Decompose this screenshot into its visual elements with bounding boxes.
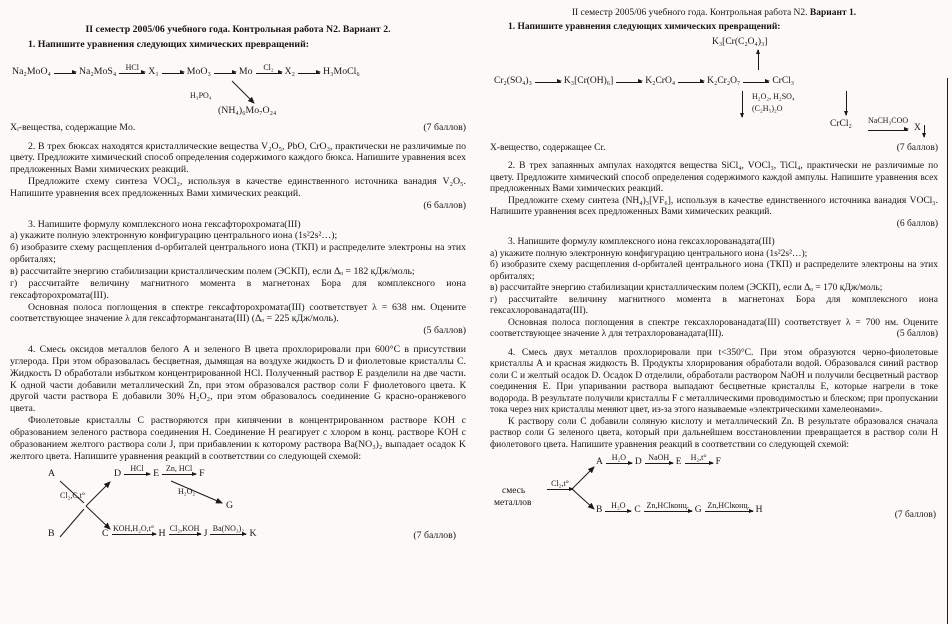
q2-paragraph-2: Предложите схему синтеза (NH₄)₃[VF₆], используя в качестве единственного источника ванадия VOCl₃. Напишите уравнения всех предложенных Вами химических реакций. — [490, 195, 938, 218]
q4-bottom-chain — [596, 502, 762, 516]
arrow-shaft — [606, 463, 632, 464]
reagent-label: H₃PO₄ — [190, 90, 212, 100]
chem-node: B — [596, 505, 603, 516]
arrow-shaft — [535, 82, 561, 83]
arrow-shaft — [54, 73, 76, 74]
reaction-arrow — [645, 454, 673, 468]
chem-node: X₂ — [284, 66, 295, 78]
chem-node: C — [102, 528, 109, 540]
chem-node: H₃MoCl₆ — [323, 66, 360, 78]
q1-reaction-scheme — [490, 37, 938, 141]
q1-chain — [12, 64, 360, 78]
q4-reaction-scheme — [490, 454, 938, 538]
chem-node: Mo — [238, 66, 253, 78]
q1-chain — [494, 73, 794, 87]
q3-item-a: а) укажите полную электронную конфигурацию центрального иона (1s²2s²…); — [10, 230, 338, 242]
reaction-arrow — [256, 64, 282, 78]
page-title — [490, 8, 938, 19]
up-arrow — [758, 50, 759, 70]
chem-node: K₃[Cr(C₂O₄)₃] — [712, 36, 768, 47]
reaction-arrow — [119, 64, 145, 78]
arrow-shaft — [256, 73, 282, 74]
reagent-label: Cl₂,C,t° — [60, 491, 86, 501]
points-label: (7 баллов) — [423, 121, 466, 133]
chem-node: G — [694, 505, 702, 516]
arrow-shaft — [644, 511, 692, 512]
reagent-label: Zn, HCl — [165, 464, 193, 474]
mixture-label: металлов — [494, 498, 532, 509]
chem-node: H — [158, 528, 166, 540]
arrow-shaft — [705, 511, 753, 512]
reaction-arrow — [112, 525, 156, 539]
chem-node: Na₂MoO₄ — [12, 66, 51, 78]
reagent-label: Cl₂ — [263, 62, 274, 72]
points-label: (6 баллов) — [896, 218, 938, 229]
page-title: II семестр 2005/06 учебного года. Контрольная работа N2. Вариант 2. — [85, 24, 391, 35]
arrow-shaft — [605, 511, 631, 512]
precipitate-arrow — [924, 125, 925, 137]
q3-item-c: в) рассчитайте энергию стабилизации кристаллическим полем (ЭСКП), если Δₒ = 182 кДж/моль; — [10, 265, 415, 277]
arrow-shaft — [119, 73, 145, 74]
chem-node: F — [199, 468, 205, 480]
arrow-shaft — [616, 82, 642, 83]
chem-node: K — [249, 528, 257, 540]
chem-node: C — [634, 505, 641, 516]
reaction-arrow — [169, 525, 201, 539]
points-label: (7 баллов) — [896, 142, 938, 153]
q4-reaction-scheme — [10, 465, 466, 547]
q3-item-d: г) рассчитайте величину магнитного момента в магнетонах Бора для комплексного иона гексафторохромата(III). — [10, 277, 466, 301]
reagent-label: H₂,t° — [690, 453, 707, 463]
chem-node: E — [675, 457, 682, 468]
reagent-label: Zn,HClконц. — [707, 501, 750, 511]
reaction-arrow — [705, 502, 753, 516]
arrow-shaft — [645, 463, 673, 464]
reagent-label: (C₂H₅)₂O — [752, 103, 783, 113]
reaction-arrow — [54, 64, 76, 78]
chem-node: A — [596, 457, 603, 468]
connector-line — [572, 489, 594, 509]
arrow-shaft — [298, 73, 320, 74]
q3-intro: 3. Напишите формулу комплексного иона гексахлорованадата(III) — [508, 237, 775, 248]
chem-node: Cr₂(SO₄)₃ — [494, 76, 532, 87]
reaction-arrow — [162, 64, 184, 78]
q1-reaction-scheme — [10, 54, 466, 120]
reaction-arrow — [606, 454, 632, 468]
q3-conclusion — [490, 318, 938, 341]
arrow-shaft — [169, 534, 201, 535]
points-label: (6 баллов) — [423, 199, 466, 211]
reaction-arrow — [535, 73, 561, 87]
arrow-shaft — [743, 82, 769, 83]
q1-intro: 1. Напишите уравнения следующих химических превращений: — [28, 38, 309, 50]
reagent-label: KOH,H₂O,t° — [112, 524, 155, 534]
down-arrow — [846, 91, 847, 115]
arrow-shaft — [214, 73, 236, 74]
chem-node: D — [114, 468, 122, 480]
arrow-shaft — [162, 474, 196, 475]
q2-paragraph: 2. В трех бюксах находятся кристаллические вещества V₂O₅, PbO, CrO₃, практически не различимые по цвету. Предложите химический способ определения содержимого каждого бюкса. Напишите уравнения всех предложенных Вами химических реакций. — [10, 140, 466, 176]
connector-line — [572, 467, 594, 489]
connector-line — [60, 509, 84, 537]
arrow-shaft — [112, 534, 156, 535]
chem-node: G — [226, 500, 234, 512]
scan-edge-line — [947, 78, 949, 624]
chem-node: D — [634, 457, 642, 468]
reagent-label: Ba(NO₃)₂ — [212, 524, 245, 534]
points-label: (5 баллов) — [896, 329, 938, 340]
arrow-shaft — [162, 73, 184, 74]
arrow-shaft — [685, 463, 713, 464]
chem-node: B — [48, 528, 55, 540]
q3-intro: 3. Напишите формулу комплексного иона гексафторохромата(III) — [28, 218, 301, 230]
mixture-label: смесь — [502, 486, 526, 497]
reagent-label: H₂O — [611, 453, 627, 463]
chem-node: Na₂MoS₄ — [78, 66, 117, 78]
reaction-arrow — [868, 130, 908, 131]
reaction-arrow — [616, 73, 642, 87]
q1-intro: 1. Напишите уравнения следующих химических превращений: — [508, 22, 781, 33]
reaction-arrow — [124, 465, 150, 479]
reaction-arrow — [547, 480, 573, 494]
points-label: (7 баллов) — [413, 530, 456, 542]
q3-item-b: б) изобразите схему расщепления d-орбиталей центрального иона (ТКП) и распределите электроны на этих орбиталях; — [490, 260, 938, 282]
reagent-label: Cl₂,KOH — [169, 524, 200, 534]
chem-node: CrCl₂ — [830, 118, 852, 129]
chem-node: K₃[Cr(OH)₆] — [563, 76, 614, 87]
reaction-arrow — [743, 73, 769, 87]
chem-node: CrCl₃ — [772, 76, 795, 87]
chem-node: Х — [914, 122, 921, 133]
chem-node: K₂Cr₂O₇ — [707, 76, 741, 87]
q2-paragraph-2: Предложите схему синтеза VOCl₂, используя в качестве единственного источника ванадия V₂O₅. Напишите уравнения всех предложенных Вами химических реакций. — [10, 176, 466, 199]
q3-conclusion-text: Основная полоса поглощения в спектре гексахлорованадата(III) соответствует λ = 700 нм. Оцените соответствующее значение λ для тетрахлорованадата(III). — [490, 317, 938, 340]
reaction-arrow — [298, 64, 320, 78]
q4-top-chain — [596, 454, 721, 468]
chem-node: H — [755, 505, 763, 516]
reagent-label: HCl — [125, 62, 139, 72]
chem-node: K₂CrO₄ — [645, 76, 676, 87]
reagent-label: NaOH — [648, 453, 670, 463]
q4-paragraph-2: Фиолетовые кристаллы С растворяются при кипячении в концентрированном растворе KOH с образованием зеленого раствора соединения H. Соединение H реагирует с хлором в конц. растворе KOH с образованием желтого раствора соли J, при прибавлении к которому раствора Ba(NO₃)₂ выпадает осадок K желтого цвета. Напишите уравнения реакций в соответствии со следующей схемой: — [10, 415, 466, 462]
title-variant: Вариант 1. — [809, 8, 857, 18]
q3-item-c: в) рассчитайте энергию стабилизации кристаллическим полем (ЭСКП), если Δₒ = 170 кДж/моль; — [490, 283, 883, 294]
q3-conclusion: Основная полоса поглощения в спектре гексафторохромата(III) соответствует λ = 638 нм. Оцените соответствующее значение λ для гексафторманганата(III) (Δₒ = 225 кДж/моль). — [10, 301, 466, 325]
down-arrow — [742, 91, 743, 117]
reaction-arrow — [644, 502, 692, 516]
arrow-shaft — [678, 82, 704, 83]
page-variant-1 — [476, 0, 952, 624]
q4-top-chain — [114, 465, 205, 479]
reagent-label: H₂O — [611, 501, 626, 511]
points-label: (7 баллов) — [894, 510, 936, 521]
q1-note: Xᵢ-вещества, содержащие Mo. — [10, 121, 136, 133]
q4-paragraph: 4. Смесь двух металлов прохлорировали при t<350°С. При этом образуются черно-фиолетовые кристаллы А и красная жидкость В. Продукты хлорирования обработали водой. Образовался синий раствор соли С и желтый осадок D. Осадок D отделили, обработали раствором NaOH и получили бесцветный раствор соединения E. При упаривании раствора выпадают бесцветные кристаллы E, которые нагрели в токе водорода. В результате получили кристаллы F с металлическими проводимостью и блеском; при пропускании тока через них кристаллы меняют цвет, из-за этого называемые «электрическими хамелеонами». — [490, 347, 938, 416]
reagent-label: NaCH₃COO — [868, 115, 909, 125]
arrow-shaft — [124, 474, 150, 475]
connector-line — [232, 81, 254, 103]
chem-node: J — [203, 528, 208, 540]
chem-node: (NH₄)₆Mo₇O₂₄ — [218, 104, 277, 116]
q4-paragraph: 4. Смесь оксидов металлов белого А и зеленого В цвета прохлорировали при 600°С в присутствии углерода. При этом образовалась бесцветная, дымящая на воздухе жидкость D и фиолетовые кристаллы С. Жидкость D обработали избытком концентрированной HCl. Полученный раствор E разделили на две части. К одной части добавили металлический Zn, при этом образовался раствор соли F фиолетового цвета. К другой части раствора E добавили 30% H₂O₂, при этом образовалось соединение G красно-оранжевого цвета. — [10, 344, 466, 415]
reaction-arrow — [162, 465, 196, 479]
reaction-arrow — [605, 502, 631, 516]
chem-node: E — [153, 468, 160, 480]
chem-node: A — [48, 468, 56, 480]
q4-paragraph-2: К раствору соли С добавили соляную кислоту и металлический Zn. В результате образовался сначала раствор соли G зеленого цвета, который при дальнейшем восстановлении превращается в раствор соли H фиолетового цвета. Напишите уравнения реакций в соответствии со следующей схемой: — [490, 416, 938, 450]
q3-item-a: а) укажите полную электронную конфигурацию центрального иона (1s²2s²…); — [490, 248, 808, 259]
reagent-label: H₂O₂, H₂SO₄ — [752, 91, 795, 101]
chem-node: MoO₃ — [186, 66, 211, 78]
reagent-label: Zn,HClконц. — [646, 501, 689, 511]
arrow-shaft — [547, 489, 573, 490]
connector-line — [86, 482, 110, 506]
reaction-arrow — [678, 73, 704, 87]
q4-bottom-chain — [102, 525, 257, 539]
q1-note-row — [10, 122, 466, 134]
reaction-arrow — [210, 525, 246, 539]
q1-note-row — [490, 143, 938, 154]
q3-item-d: г) рассчитайте величину магнитного момента в магнетонах Бора для комплексного иона гексахлорованадата(III). — [490, 294, 938, 317]
reagent-label: HCl — [130, 464, 144, 474]
points-label: (5 баллов) — [423, 325, 466, 337]
arrow-shaft — [210, 534, 246, 535]
reaction-arrow — [685, 454, 713, 468]
reaction-arrow — [214, 64, 236, 78]
q2-paragraph: 2. В трех запаянных ампулах находятся вещества SiCl₄, VOCl₃, TiCl₄, практически не различимые по цвету. Предложите химический способ определения содержимого каждой ампулы. Напишите уравнения всех предложенных Вами химических реакций. — [490, 161, 938, 195]
q3-item-b: б) изобразите схему расщепления d-орбиталей центрального иона (ТКП) и распределите электроны на этих орбиталях; — [10, 242, 466, 266]
reagent-label: H₂O₂ — [178, 487, 196, 497]
chem-node: X₁ — [148, 66, 159, 78]
chem-node: F — [715, 457, 721, 468]
title-text: II семестр 2005/06 учебного года. Контрольная работа N2. — [571, 8, 810, 18]
reagent-label: Cl₂,t° — [551, 479, 569, 489]
q1-note: Х-вещество, содержащее Cr. — [490, 142, 606, 153]
